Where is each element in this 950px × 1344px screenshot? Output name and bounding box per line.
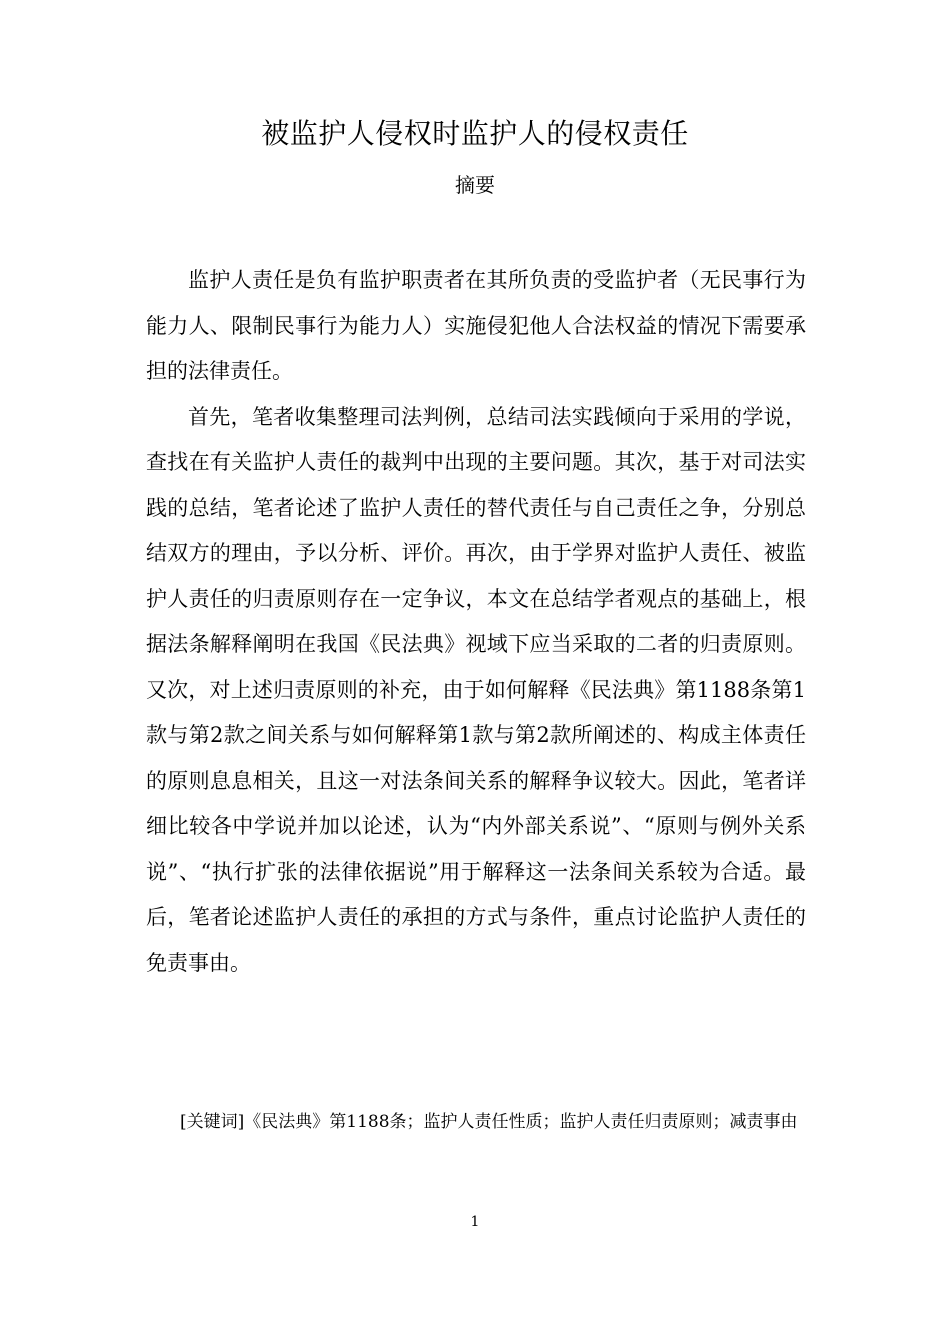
abstract-body xyxy=(146,258,806,986)
abstract-heading: 摘要 xyxy=(455,173,495,197)
page-number: 1 xyxy=(470,1214,480,1230)
document-title: 被监护人侵权时监护人的侵权责任 xyxy=(261,117,689,150)
keywords-line: [关键词]《民法典》第1188条；监护人责任性质；监护人责任归责原则；减责事由 xyxy=(180,1112,798,1132)
abstract-paragraph-1: 监护人责任是负有监护职责者在其所负责的受监护者（无民事行为能力人、限制民事行为能力人）实施侵犯他人合法权益的情况下需要承担的法律责任。 xyxy=(146,268,806,383)
abstract-paragraph-2: 首先，笔者收集整理司法判例，总结司法实践倾向于采用的学说，查找在有关监护人责任的裁判中出现的主要问题。其次，基于对司法实践的总结，笔者论述了监护人责任的替代责任与自己责任之争，分别总结双方的理由，予以分析、评价。再次，由于学界对监护人责任、被监护人责任的归责原则存在一定争议，本文在总结学者观点的基础上，根据法条解释阐明在我国《民法典》视域下应当采取的二者的归责原则。又次，对上述归责原则的补充，由于如何解释《民法典》第1188条第1款与第2款之间关系与如何解释第1款与第2款所阐述的、构成主体责任的原则息息相关，且这一对法条间关系的解释争议较大。因此，笔者详细比较各中学说并加以论述，认为“内外部关系说”、“原则与例外关系说”、“执行扩张的法律依据说”用于解释这一法条间关系较为合适。最后，笔者论述监护人责任的承担的方式与条件，重点讨论监护人责任的免责事由。 xyxy=(146,404,806,975)
